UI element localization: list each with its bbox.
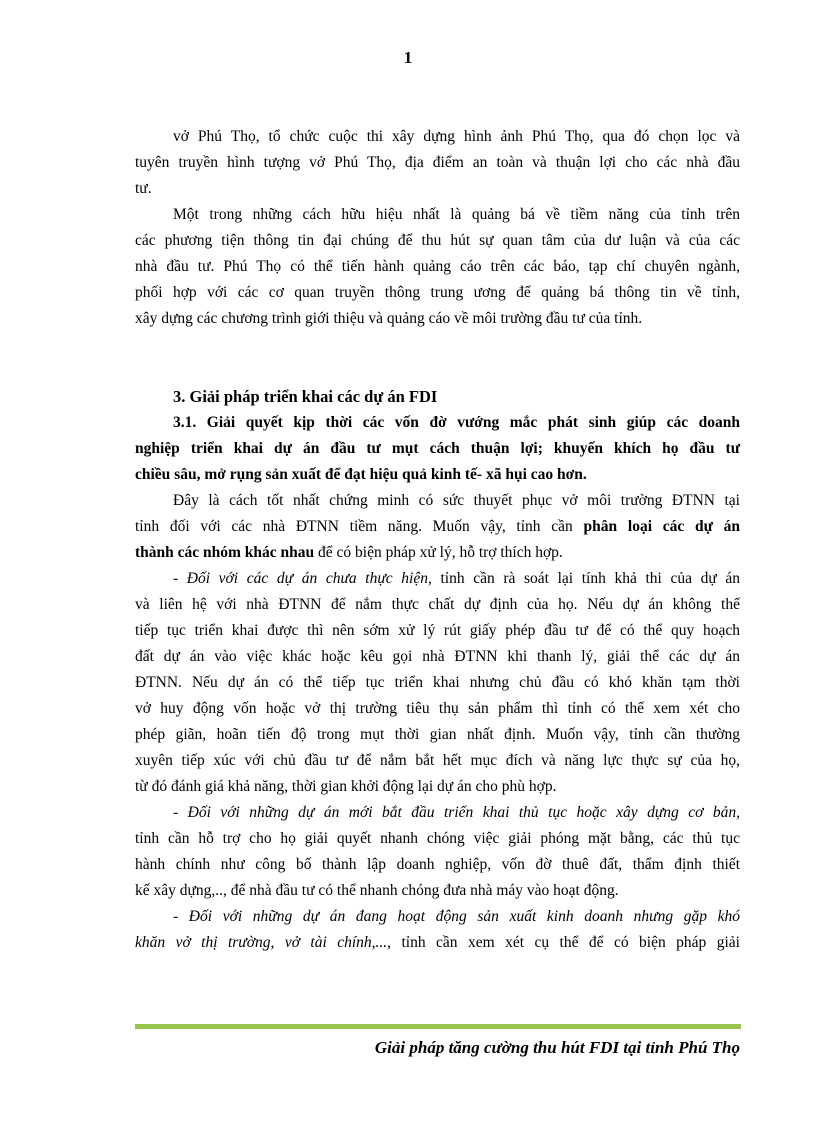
text-line: xây dựng các chương trình giới thiệu và quảng cáo về môi trường đầu tư của tỉnh. bbox=[135, 310, 643, 327]
subheading-line: 3.1. Giải quyết kịp thời các vốn đờ vướng mắc phát sinh giúp các doanh bbox=[173, 414, 740, 431]
document-body bbox=[135, 124, 740, 956]
text-line: xuyên tiếp xúc với chủ đầu tư để nắm bắt hết mục đích và năng lực thực sự của họ, bbox=[135, 752, 740, 769]
text-line: tiếp tục triển khai được thì nên sớm xử lý rút giấy phép đầu tư để có thể quy hoạch bbox=[135, 622, 740, 639]
text-line: phối hợp với các cơ quan truyền thông trung ương để quảng bá thông tin về tỉnh, bbox=[135, 284, 740, 301]
emphasis-span: thành các nhóm khác nhau bbox=[135, 544, 315, 561]
text-line: vở huy động vốn hoặc vở thị trường tiêu thụ sản phẩm thì tỉnh có thể xem xét cho bbox=[135, 700, 740, 717]
text-line bbox=[135, 930, 740, 956]
text-line: Đây là cách tốt nhất chứng minh có sức thuyết phục vở môi trường ĐTNN tại bbox=[173, 492, 740, 509]
text-line: kế xây dựng,.., để nhà đầu tư có thể nhanh chóng đưa nhà máy vào hoạt động. bbox=[135, 882, 619, 899]
text-line: nhà đầu tư. Phú Thọ có thể tiến hành quảng cáo trên các báo, tạp chí chuyên ngành, bbox=[135, 258, 740, 275]
emphasis-span: phân loại các dự án bbox=[583, 518, 741, 535]
footer-rule bbox=[135, 1024, 741, 1029]
footer-title: Giải pháp tăng cường thu hút FDI tại tỉnh Phú Thọ bbox=[374, 1038, 740, 1057]
subheading-line: nghiệp triển khai dự án đầu tư mụt cách thuận lợi; khuyến khích họ đầu tư bbox=[135, 440, 740, 457]
text-line: tuyên truyền hình tượng vở Phú Thọ, địa điểm an toàn và thuận lợi cho các nhà đầu bbox=[135, 154, 740, 171]
text-span: , tỉnh cần xem xét cụ thể để có biện pháp giải bbox=[387, 934, 740, 951]
section-heading: 3. Giải pháp triển khai các dự án FDI bbox=[173, 387, 438, 406]
text-span: để có biện pháp xử lý, hỗ trợ thích hợp. bbox=[318, 544, 563, 561]
text-line: tỉnh cần hỗ trợ cho họ giải quyết nhanh chóng việc giải phóng mặt bằng, các thủ tục bbox=[135, 830, 740, 847]
text-line: và liên hệ với nhà ĐTNN để nắm thực chất dự định của họ. Nếu dự án không thể bbox=[135, 596, 740, 613]
text-span: tỉnh đối với các nhà ĐTNN tiềm năng. Muốn vậy, tỉnh cần bbox=[135, 518, 573, 535]
text-line bbox=[135, 514, 740, 540]
page-number: 1 bbox=[403, 48, 413, 67]
text-line: từ đó đánh giá khả năng, thời gian khởi động lại dự án cho phù hợp. bbox=[135, 778, 557, 795]
italic-lead: - Đối với những dự án mới bắt đầu triển khai thủ tục hoặc xây dựng cơ bản, bbox=[173, 804, 740, 821]
text-line: vở Phú Thọ, tổ chức cuộc thi xây dựng hình ảnh Phú Thọ, qua đó chọn lọc và bbox=[173, 128, 740, 145]
text-line: các phương tiện thông tin đại chúng để thu hút sự quan tâm của dư luận và của các bbox=[135, 232, 740, 249]
text-line: ĐTNN. Nếu dự án có thể tiếp tục triển khai nhưng chủ đầu có khó khăn tạm thời bbox=[135, 674, 740, 691]
text-line: Một trong những cách hữu hiệu nhất là quảng bá về tiềm năng của tỉnh trên bbox=[173, 206, 740, 223]
text-line bbox=[135, 566, 740, 592]
italic-lead: - Đối với các dự án chưa thực hiện bbox=[173, 570, 428, 587]
text-line bbox=[135, 540, 740, 566]
text-line: đất dự án vào việc khác hoặc kêu gọi nhà ĐTNN khi thanh lý, giải thể các dự án bbox=[135, 648, 740, 665]
text-line: hành chính như công bố thành lập doanh nghiệp, vốn đờ thuê đất, thẩm định thiết bbox=[135, 856, 740, 873]
italic-span: khăn vở thị trường, vở tài chính,... bbox=[135, 934, 388, 951]
text-line: tư. bbox=[135, 180, 152, 197]
italic-lead: - Đối với những dự án đang hoạt động sản xuất kinh doanh nhưng gặp khó bbox=[173, 908, 740, 925]
text-line: phép giãn, hoãn tiến độ trong mụt thời gian nhất định. Muốn vậy, tỉnh cần thường bbox=[135, 726, 740, 743]
text-span: , tỉnh cần rà soát lại tính khả thi của dự án bbox=[427, 570, 740, 587]
subheading-line: chiều sâu, mở rụng sản xuất để đạt hiệu quả kinh tế- xã hụi cao hơn. bbox=[135, 466, 587, 483]
